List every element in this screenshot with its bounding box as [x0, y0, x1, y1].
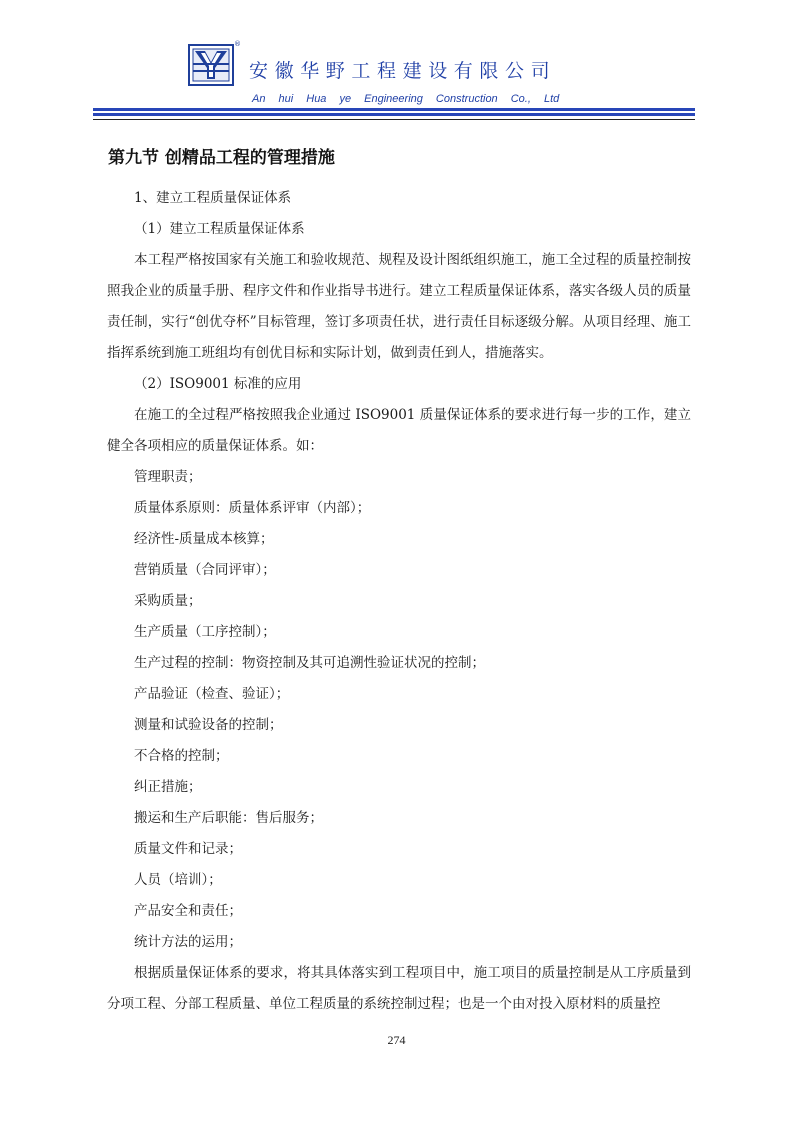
- registered-mark: ®: [234, 40, 241, 48]
- list-item: 纠正措施；: [134, 779, 202, 795]
- list-item: 产品验证（检查、验证）；: [134, 686, 290, 702]
- paragraph: 本工程严格按国家有关施工和验收规范、规程及设计图纸组织施工，施工全过程的质量控制按照我企业的质量手册、程序文件和作业指导书进行。建立工程质量保证体系，落实各级人员的质量责任制，实行“创优夺杯”目标管理，签订多项责任状，进行责任目标逐级分解。从项目经理、施工指挥系统到施工班组均有创优目标和实际计划，做到责任到人，措施落实。: [107, 252, 691, 361]
- list-item: 不合格的控制；: [134, 748, 229, 764]
- list-item: 统计方法的运用；: [134, 934, 242, 950]
- list-item: 产品安全和责任；: [134, 903, 242, 919]
- list-item: 人员（培训）；: [134, 872, 222, 888]
- document-body: [107, 183, 691, 1020]
- header-rule-blue-bottom: [93, 113, 695, 116]
- section-title: 第九节 创精品工程的管理措施: [108, 148, 335, 169]
- list-item: 采购质量；: [134, 593, 202, 609]
- paragraph: 1、建立工程质量保证体系: [134, 190, 292, 206]
- list-item: 经济性-质量成本核算；: [134, 531, 274, 547]
- list-item: 搬运和生产后职能：售后服务；: [134, 810, 323, 826]
- list-item: 测量和试验设备的控制；: [134, 717, 283, 733]
- company-name-en: An hui Hua ye Engineering Construction Co., Ltd: [252, 93, 560, 105]
- paragraph: （2）ISO9001 标准的应用: [134, 376, 302, 392]
- header-rule-blue-top: [93, 108, 695, 111]
- header-rule-black: [93, 119, 695, 120]
- list-item: 生产过程的控制：物资控制及其可追溯性验证状况的控制；: [134, 655, 485, 671]
- list-item: 营销质量（合同评审）；: [134, 562, 276, 578]
- paragraph: 根据质量保证体系的要求，将其具体落实到工程项目中，施工项目的质量控制是从工序质量到分项工程、分部工程质量、单位工程质量的系统控制过程；也是一个由对投入原材料的质量控: [107, 965, 691, 1012]
- paragraph: 在施工的全过程严格按照我企业通过 ISO9001 质量保证体系的要求进行每一步的工作，建立健全各项相应的质量保证体系。如：: [107, 407, 691, 454]
- company-name-cn: 安徽华野工程建设有限公司: [249, 60, 557, 82]
- page-number: 274: [387, 1033, 406, 1047]
- list-item: 质量体系原则：质量体系评审（内部）；: [134, 500, 371, 516]
- list-item: 管理职责；: [134, 469, 202, 485]
- page-header: [0, 0, 793, 125]
- list-item: 生产质量（工序控制）；: [134, 624, 276, 640]
- paragraph: （1）建立工程质量保证体系: [134, 221, 305, 237]
- company-logo-icon: [188, 44, 234, 86]
- list-item: 质量文件和记录；: [134, 841, 242, 857]
